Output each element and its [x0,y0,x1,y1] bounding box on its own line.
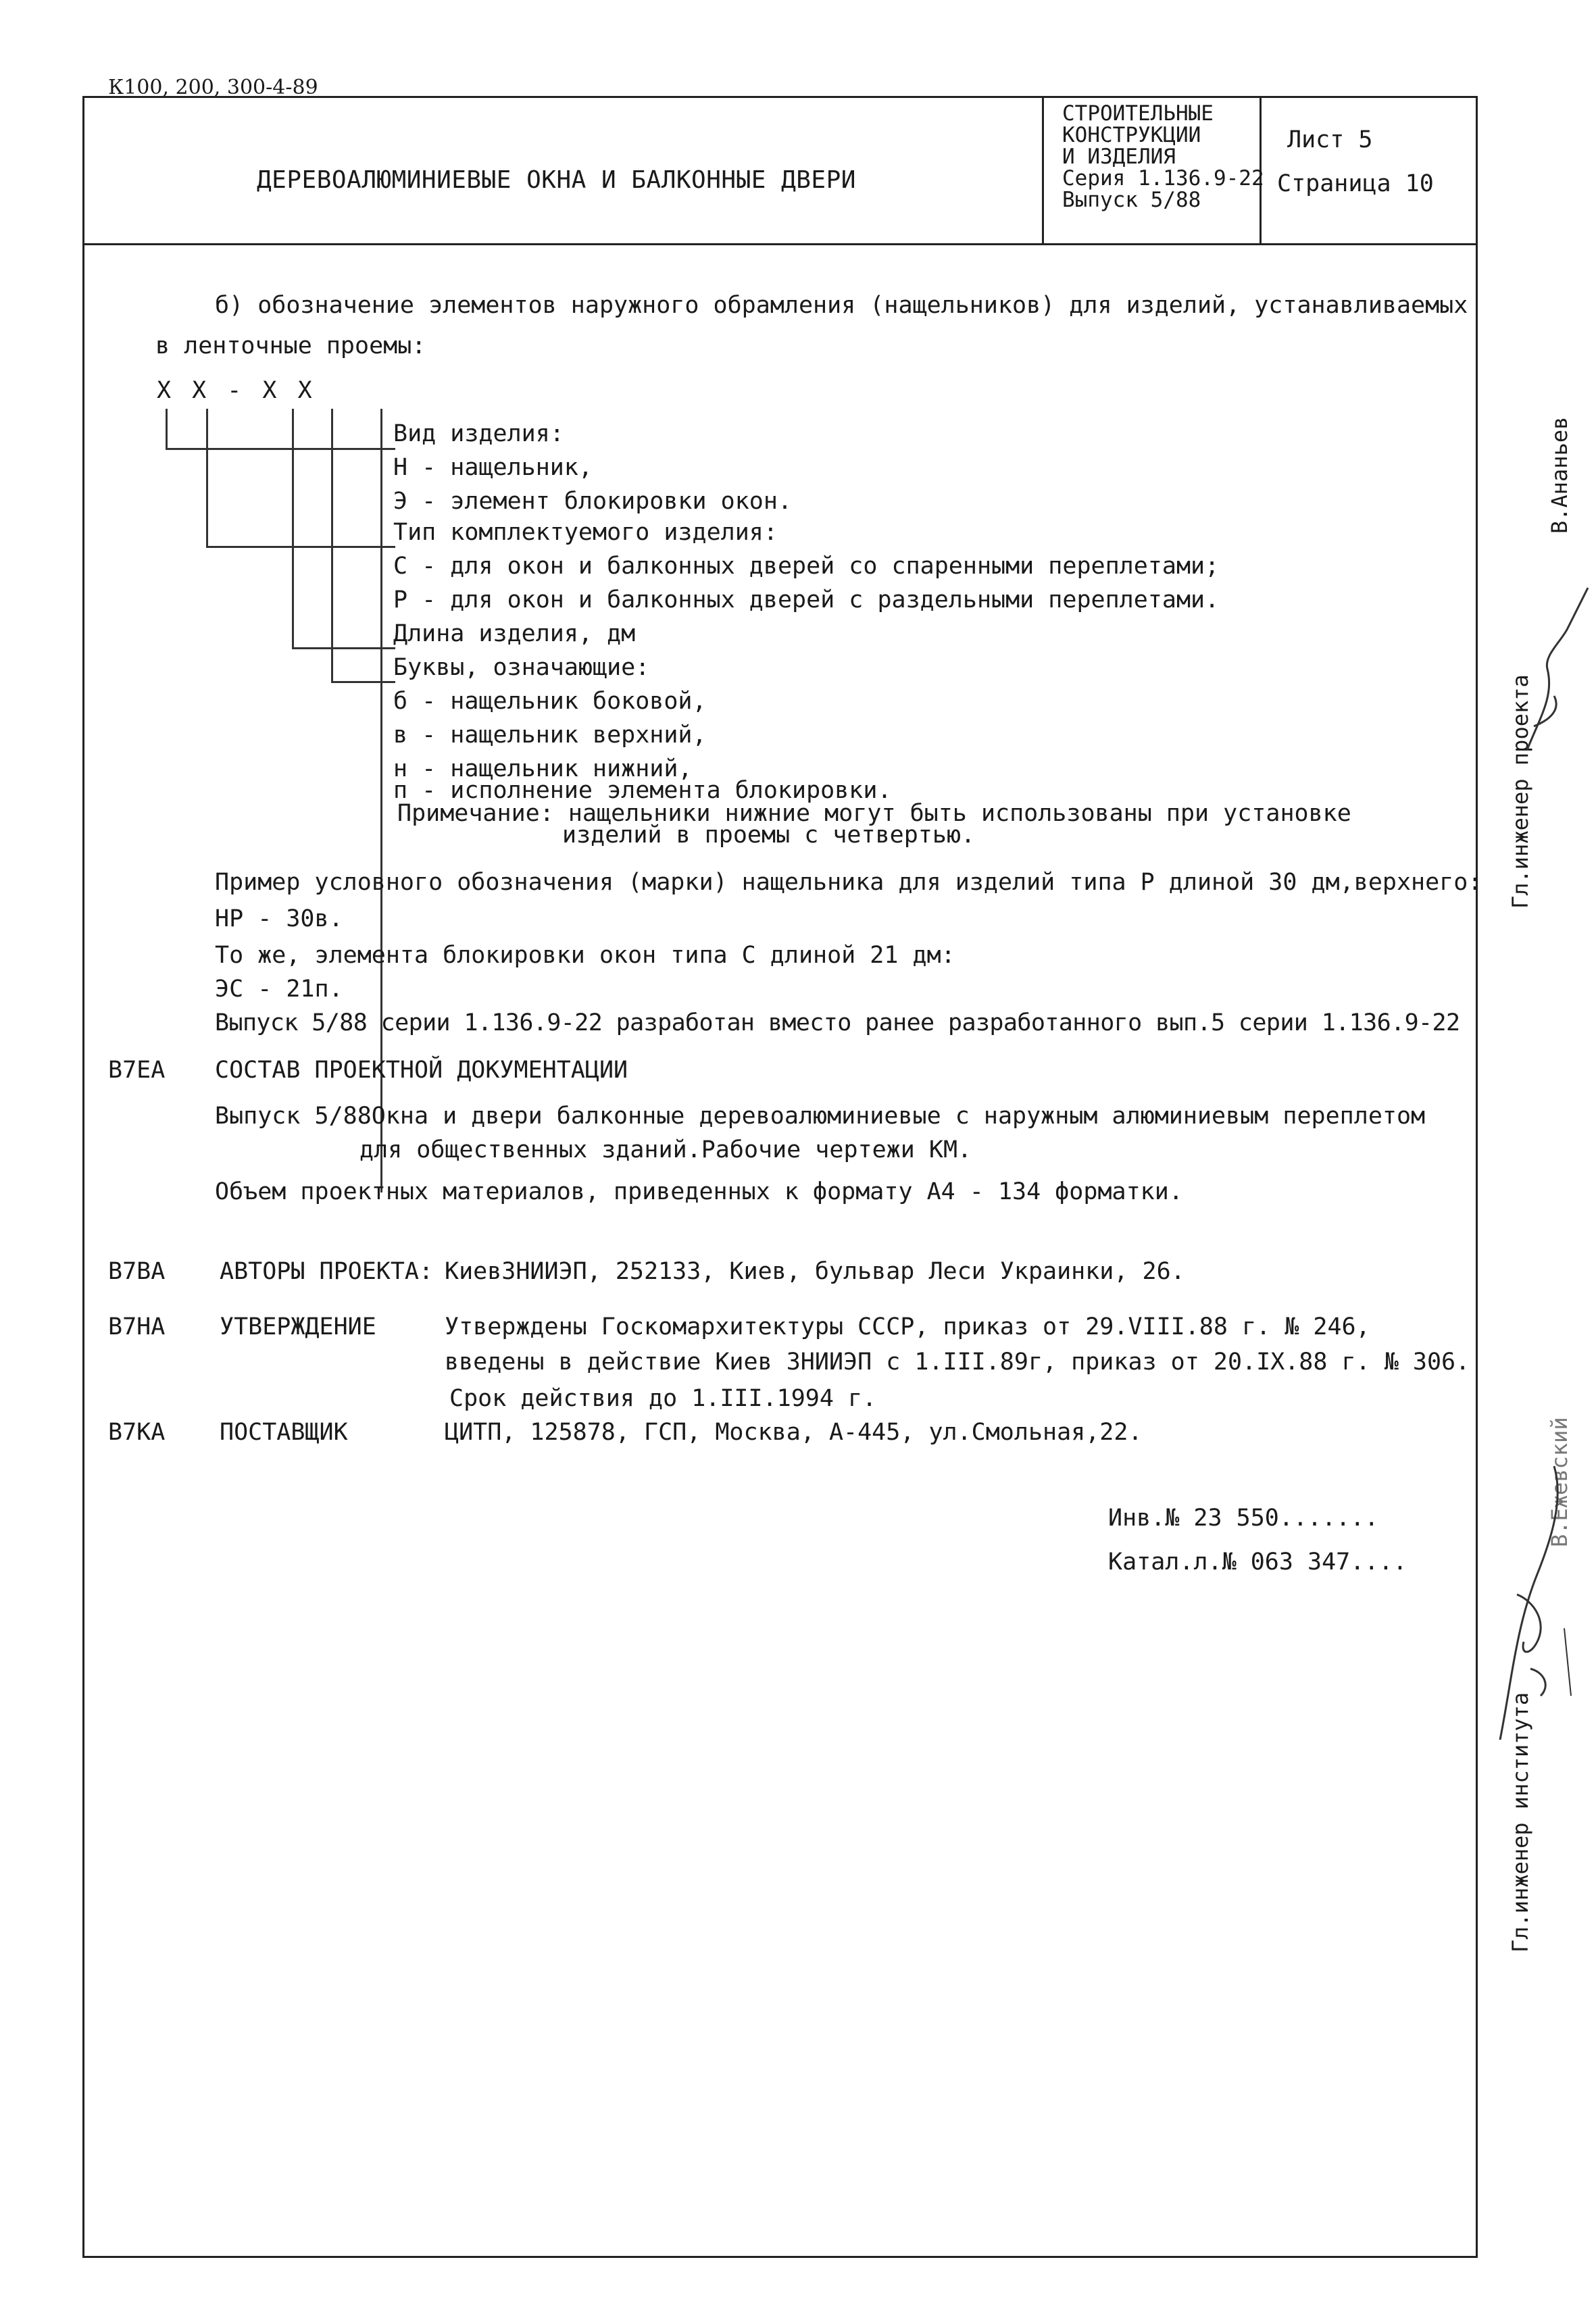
section-text-line-3: Объем проектных материалов, приведенных к формату А4 - 134 форматки. [215,1178,1183,1205]
scheme-item: Н - нащельник, [393,454,593,481]
example-line-1: Пример условного обозначения (марки) нащельника для изделий типа Р длиной 30 дм,верхнего: [215,869,1482,896]
category-line-2: КОНСТРУКЦИИ [1062,123,1201,147]
signature-chief-project [1514,581,1595,757]
scheme-line [206,546,395,548]
scheme-line [166,448,395,450]
category-line-1: СТРОИТЕЛЬНЫЕ [1062,101,1214,126]
section-text-line-3: Срок действия до 1.III.1994 г. [449,1385,877,1412]
margin-chief-institute-name: В.Ежевский [1547,1417,1572,1547]
section-code: В7КА [108,1419,166,1446]
signature-chief-institute [1490,1459,1578,1743]
section-code: В7ЕА [108,1057,166,1084]
title-block-divider-1 [1042,96,1044,245]
scheme-item: Э - элемент блокировки окон. [393,488,793,515]
intro-line-1: б) обозначение элементов наружного обрамления (нащельников) для изделий, устанавливаемых [215,292,1468,319]
section-title: УТВЕРЖДЕНИЕ [220,1313,376,1340]
category-line-3: И ИЗДЕЛИЯ [1062,145,1176,169]
issue-number: Выпуск 5/88 [1062,188,1201,212]
section-text-line-2: для общественных зданий.Рабочие чертежи КМ. [359,1136,972,1163]
scheme-item: Р - для окон и балконных дверей с раздельными переплетами. [393,586,1220,613]
section-text-line-1: Утверждены Госкомархитектуры СССР, приказ от 29.VIII.88 г. № 246, [445,1313,1370,1340]
scheme-line [166,409,168,449]
title-block-category [1062,103,1264,211]
series-number: Серия 1.136.9-22 [1062,166,1264,191]
document-code: К100, 200, 300-4-89 [108,76,318,99]
section-title: СОСТАВ ПРОЕКТНОЙ ДОКУМЕНТАЦИИ [215,1057,628,1084]
section-title: ПОСТАВЩИК [220,1419,348,1446]
catalog-number: Катал.л.№ 063 347.... [1108,1549,1407,1576]
intro-line-2: в ленточные проемы: [155,332,426,359]
scheme-line [331,681,395,683]
example-line-2: НР - 30в. [215,905,343,932]
scheme-note-line-1: Примечание: нащельники нижние могут быть использованы при установке [397,800,1351,827]
margin-chief-project-engineer: Гл.инженер проекта [1507,674,1533,909]
sheet-number: Лист 5 [1287,126,1373,153]
scheme-item: н - нащельник нижний, [393,755,693,782]
scheme-line [206,409,208,547]
document-title: ДЕРЕВОАЛЮМИНИЕВЫЕ ОКНА И БАЛКОННЫЕ ДВЕРИ [257,166,856,194]
scheme-item: п - исполнение элемента блокировки. [393,777,892,804]
example-line-5: Выпуск 5/88 серии 1.136.9-22 разработан вместо ранее разработанного вып.5 серии 1.136.9-22 [215,1009,1460,1036]
scheme-note-line-2: изделий в проемы с четвертью. [562,822,976,849]
scheme-item: Тип комплектуемого изделия: [393,519,778,546]
margin-chief-institute-engineer: Гл.инженер института [1507,1692,1533,1953]
section-text-line-1: Выпуск 5/88Окна и двери балконные деревоалюминиевые с наружным алюминиевым переплетом [215,1103,1426,1130]
title-block-bottom-border [82,243,1478,245]
section-title: АВТОРЫ ПРОЕКТА: [220,1258,434,1285]
scheme-line [292,409,294,649]
scheme-item: Длина изделия, дм [393,620,636,647]
scheme-item: в - нащельник верхний, [393,722,707,749]
scheme-item: Буквы, означающие: [393,654,650,681]
margin-chief-project-name: В.Ананьев [1547,416,1572,534]
example-line-3: То же, элемента блокировки окон типа С длиной 21 дм: [215,942,955,969]
section-text: КиевЗНИИЭП, 252133, Киев, бульвар Леси Украинки, 26. [445,1258,1185,1285]
scheme-code: Х Х - Х Х [157,377,316,404]
scheme-item: б - нащельник боковой, [393,688,707,715]
scheme-item: Вид изделия: [393,420,564,447]
section-code: В7ВА [108,1258,166,1285]
section-code: В7НА [108,1313,166,1340]
section-text-line-2: введены в действие Киев ЗНИИЭП с 1.III.89г, приказ от 20.IX.88 г. № 306. [445,1349,1470,1376]
scheme-line [331,409,333,682]
section-text: ЦИТП, 125878, ГСП, Москва, А-445, ул.Смольная,22. [445,1419,1143,1446]
example-line-4: ЭС - 21п. [215,976,343,1003]
scheme-item: С - для окон и балконных дверей со спаренными переплетами; [393,553,1220,580]
inventory-number: Инв.№ 23 550....... [1108,1505,1379,1532]
page-number: Страница 10 [1277,170,1434,197]
